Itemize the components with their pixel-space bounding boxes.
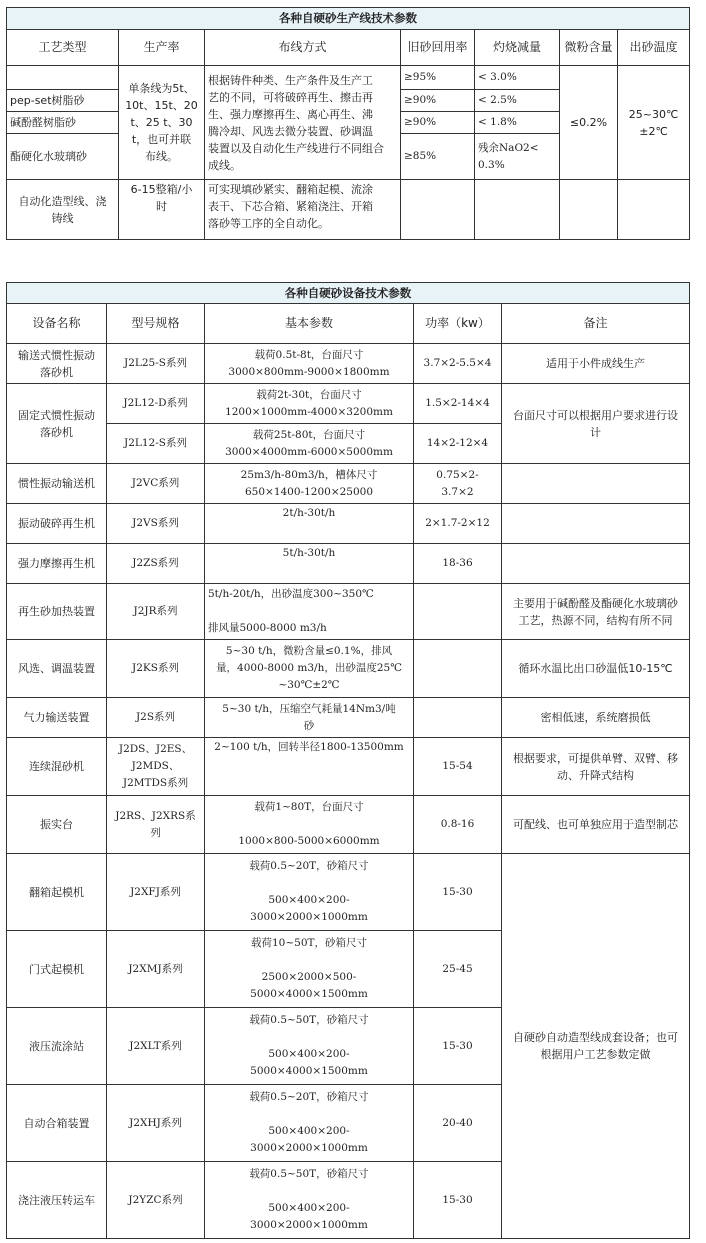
power-cell: 0.8-16 xyxy=(414,796,502,854)
power-cell: 15-30 xyxy=(414,854,502,931)
col-header-model: 型号规格 xyxy=(107,304,205,344)
model-cell: J2XLT系列 xyxy=(107,1008,205,1085)
ignition-loss-cell: < 2.5% xyxy=(475,90,560,112)
model-cell: J2XHJ系列 xyxy=(107,1085,205,1162)
parameters-cell: 5~30 t/h，压缩空气耗量14Nm3/吨 砂 xyxy=(205,698,414,738)
power-cell: 15-54 xyxy=(414,738,502,796)
equipment-name-cell: 振动破碎再生机 xyxy=(7,504,107,544)
model-cell: J2RS、J2XRS系 列 xyxy=(107,796,205,854)
power-cell: 20-40 xyxy=(414,1085,502,1162)
ignition-loss-cell: < 1.8% xyxy=(475,112,560,134)
col-header-power: 功率（kw） xyxy=(414,304,502,344)
col-header-equipment-name: 设备名称 xyxy=(7,304,107,344)
col-header-layout: 布线方式 xyxy=(205,30,401,66)
parameters-cell: 载荷0.5~50T，砂箱尺寸 500×400×200- 3000×2000×1000mm xyxy=(205,1162,414,1239)
layout-cell: 可实现填砂紧实、翻箱起模、流涂 表干、下芯合箱、紧箱浇注、开箱 落砂等工序的全自动化。 xyxy=(205,180,401,240)
parameters-cell: 2~100 t/h，回转半径1800-13500mm xyxy=(205,738,414,796)
empty-cell xyxy=(401,180,475,240)
power-cell xyxy=(414,640,502,698)
ignition-loss-cell: < 3.0% xyxy=(475,66,560,90)
equipment-name-cell: 连续混砂机 xyxy=(7,738,107,796)
parameters-cell: 载荷2t-30t，台面尺寸 1200×1000mm-4000×3200mm xyxy=(205,384,414,424)
equipment-name-cell: 自动合箱装置 xyxy=(7,1085,107,1162)
table-row xyxy=(7,796,690,854)
model-cell: J2ZS系列 xyxy=(107,544,205,584)
table-row xyxy=(7,640,690,698)
model-cell: J2VC系列 xyxy=(107,464,205,504)
col-header-process-type: 工艺类型 xyxy=(7,30,119,66)
model-cell: J2XMJ系列 xyxy=(107,931,205,1008)
productivity-cell: 6-15整箱/小 时 xyxy=(119,180,205,240)
equipment-name-cell: 翻箱起模机 xyxy=(7,854,107,931)
model-cell: J2VS系列 xyxy=(107,504,205,544)
table-row xyxy=(7,504,690,544)
col-header-productivity: 生产率 xyxy=(119,30,205,66)
equipment-name-cell: 输送式惯性振动 落砂机 xyxy=(7,344,107,384)
fines-content-cell: ≤0.2% xyxy=(560,66,618,180)
model-cell: J2JR系列 xyxy=(107,584,205,640)
model-cell: J2DS、J2ES、 J2MDS、 J2MTDS系列 xyxy=(107,738,205,796)
remarks-cell xyxy=(502,464,690,504)
process-type-cell: 碱酚醛树脂砂 xyxy=(7,112,119,134)
power-cell: 1.5×2-14×4 xyxy=(414,384,502,424)
remarks-cell: 适用于小件成线生产 xyxy=(502,344,690,384)
recovery-rate-cell: ≥85% xyxy=(401,134,475,180)
col-header-remarks: 备注 xyxy=(502,304,690,344)
process-type-cell: 自动化造型线、浇 铸线 xyxy=(7,180,119,240)
production-line-table xyxy=(6,7,690,240)
parameters-cell: 5~30 t/h，微粉含量≤0.1%，排风 量，4000-8000 m3/h，出砂温度25℃ ~30℃±2℃ xyxy=(205,640,414,698)
parameters-cell: 2t/h-30t/h xyxy=(205,504,414,544)
equipment-name-cell: 振实台 xyxy=(7,796,107,854)
table-row xyxy=(7,698,690,738)
parameters-cell: 5t/h-20t/h，出砂温度300~350℃ 排风量5000-8000 m3/h xyxy=(205,584,414,640)
remarks-cell: 根据要求，可提供单臂、双臂、移 动、升降式结构 xyxy=(502,738,690,796)
table-row xyxy=(7,584,690,640)
equipment-name-cell: 强力摩擦再生机 xyxy=(7,544,107,584)
power-cell: 3.7×2-5.5×4 xyxy=(414,344,502,384)
model-cell: J2YZC系列 xyxy=(107,1162,205,1239)
col-header-recovery-rate: 旧砂回用率 xyxy=(401,30,475,66)
layout-cell: 根据铸件种类、生产条件及生产工 艺的不同，可将破碎再生、擦击再 生、强力摩擦再生、离心再生、沸 腾冷却、风选去微分装置、砂调温 装置以及自动化生产线进行不同组合 成线。 xyxy=(205,66,401,180)
power-cell: 14×2-12×4 xyxy=(414,424,502,464)
model-cell: J2XFJ系列 xyxy=(107,854,205,931)
remarks-cell: 密相低速，系统磨损低 xyxy=(502,698,690,738)
productivity-cell: 单条线为5t、 10t、15t、20 t、25 t、30 t，也可并联 布线。 xyxy=(119,66,205,180)
col-header-ignition-loss: 灼烧减量 xyxy=(475,30,560,66)
table-row xyxy=(7,854,690,931)
equipment-table xyxy=(6,282,690,1239)
process-type-cell: pep-set树脂砂 xyxy=(7,90,119,112)
parameters-cell: 载荷10~50T，砂箱尺寸 2500×2000×500- 5000×4000×1500mm xyxy=(205,931,414,1008)
empty-cell xyxy=(560,180,618,240)
equipment-name-cell: 再生砂加热装置 xyxy=(7,584,107,640)
equipment-name-cell: 门式起模机 xyxy=(7,931,107,1008)
recovery-rate-cell: ≥90% xyxy=(401,90,475,112)
equipment-name-cell: 气力输送装置 xyxy=(7,698,107,738)
power-cell: 15-30 xyxy=(414,1008,502,1085)
power-cell: 15-30 xyxy=(414,1162,502,1239)
equipment-name-cell: 固定式惯性振动 落砂机 xyxy=(7,384,107,464)
parameters-cell: 载荷1~80T，台面尺寸 1000×800-5000×6000mm xyxy=(205,796,414,854)
equipment-name-cell: 液压流涂站 xyxy=(7,1008,107,1085)
table-row xyxy=(7,384,690,424)
model-cell: J2L25-S系列 xyxy=(107,344,205,384)
table-row xyxy=(7,344,690,384)
parameters-cell: 5t/h-30t/h xyxy=(205,544,414,584)
empty-cell xyxy=(618,180,690,240)
table-row xyxy=(7,544,690,584)
parameters-cell: 载荷0.5~20T，砂箱尺寸 500×400×200- 3000×2000×1000mm xyxy=(205,1085,414,1162)
power-cell: 0.75×2- 3.7×2 xyxy=(414,464,502,504)
equipment-name-cell: 风选、调温装置 xyxy=(7,640,107,698)
remarks-cell: 台面尺寸可以根据用户要求进行设 计 xyxy=(502,384,690,464)
recovery-rate-cell: ≥95% xyxy=(401,66,475,90)
remarks-cell xyxy=(502,544,690,584)
power-cell xyxy=(414,698,502,738)
model-cell: J2S系列 xyxy=(107,698,205,738)
power-cell: 2×1.7-2×12 xyxy=(414,504,502,544)
col-header-parameters: 基本参数 xyxy=(205,304,414,344)
parameters-cell: 25m3/h-80m3/h，槽体尺寸 650×1400-1200×25000 xyxy=(205,464,414,504)
model-cell: J2KS系列 xyxy=(107,640,205,698)
table-row xyxy=(7,464,690,504)
power-cell: 25-45 xyxy=(414,931,502,1008)
ignition-loss-cell: 残余NaO2< 0.3% xyxy=(475,134,560,180)
equipment-table-title: 各种自硬砂设备技术参数 xyxy=(7,283,690,304)
power-cell: 18-36 xyxy=(414,544,502,584)
recovery-rate-cell: ≥90% xyxy=(401,112,475,134)
model-cell: J2L12-S系列 xyxy=(107,424,205,464)
parameters-cell: 载荷0.5~50T，砂箱尺寸 500×400×200- 5000×4000×1500mm xyxy=(205,1008,414,1085)
table-row xyxy=(7,738,690,796)
parameters-cell: 载荷25t-80t，台面尺寸 3000×4000mm-6000×5000mm xyxy=(205,424,414,464)
remarks-cell: 自硬砂自动造型线成套设备；也可 根据用户工艺参数定做 xyxy=(502,854,690,1239)
col-header-fines-content: 微粉含量 xyxy=(560,30,618,66)
equipment-name-cell: 惯性振动输送机 xyxy=(7,464,107,504)
empty-cell xyxy=(475,180,560,240)
remarks-cell: 可配线、也可单独应用于造型制芯 xyxy=(502,796,690,854)
col-header-sand-temp: 出砂温度 xyxy=(618,30,690,66)
parameters-cell: 载荷0.5t-8t，台面尺寸 3000×800mm-9000×1800mm xyxy=(205,344,414,384)
process-type-cell: 酯硬化水玻璃砂 xyxy=(7,134,119,180)
remarks-cell: 循环水温比出口砂温低10-15℃ xyxy=(502,640,690,698)
production-line-table-title: 各种自硬砂生产线技术参数 xyxy=(7,8,690,30)
remarks-cell xyxy=(502,504,690,544)
parameters-cell: 载荷0.5~20T，砂箱尺寸 500×400×200- 3000×2000×1000mm xyxy=(205,854,414,931)
power-cell xyxy=(414,584,502,640)
model-cell: J2L12-D系列 xyxy=(107,384,205,424)
equipment-name-cell: 浇注液压转运车 xyxy=(7,1162,107,1239)
remarks-cell: 主要用于碱酚醛及酯硬化水玻璃砂 工艺，热源不同，结构有所不同 xyxy=(502,584,690,640)
sand-temp-cell: 25~30℃ ±2℃ xyxy=(618,66,690,180)
process-type-cell xyxy=(7,66,119,90)
